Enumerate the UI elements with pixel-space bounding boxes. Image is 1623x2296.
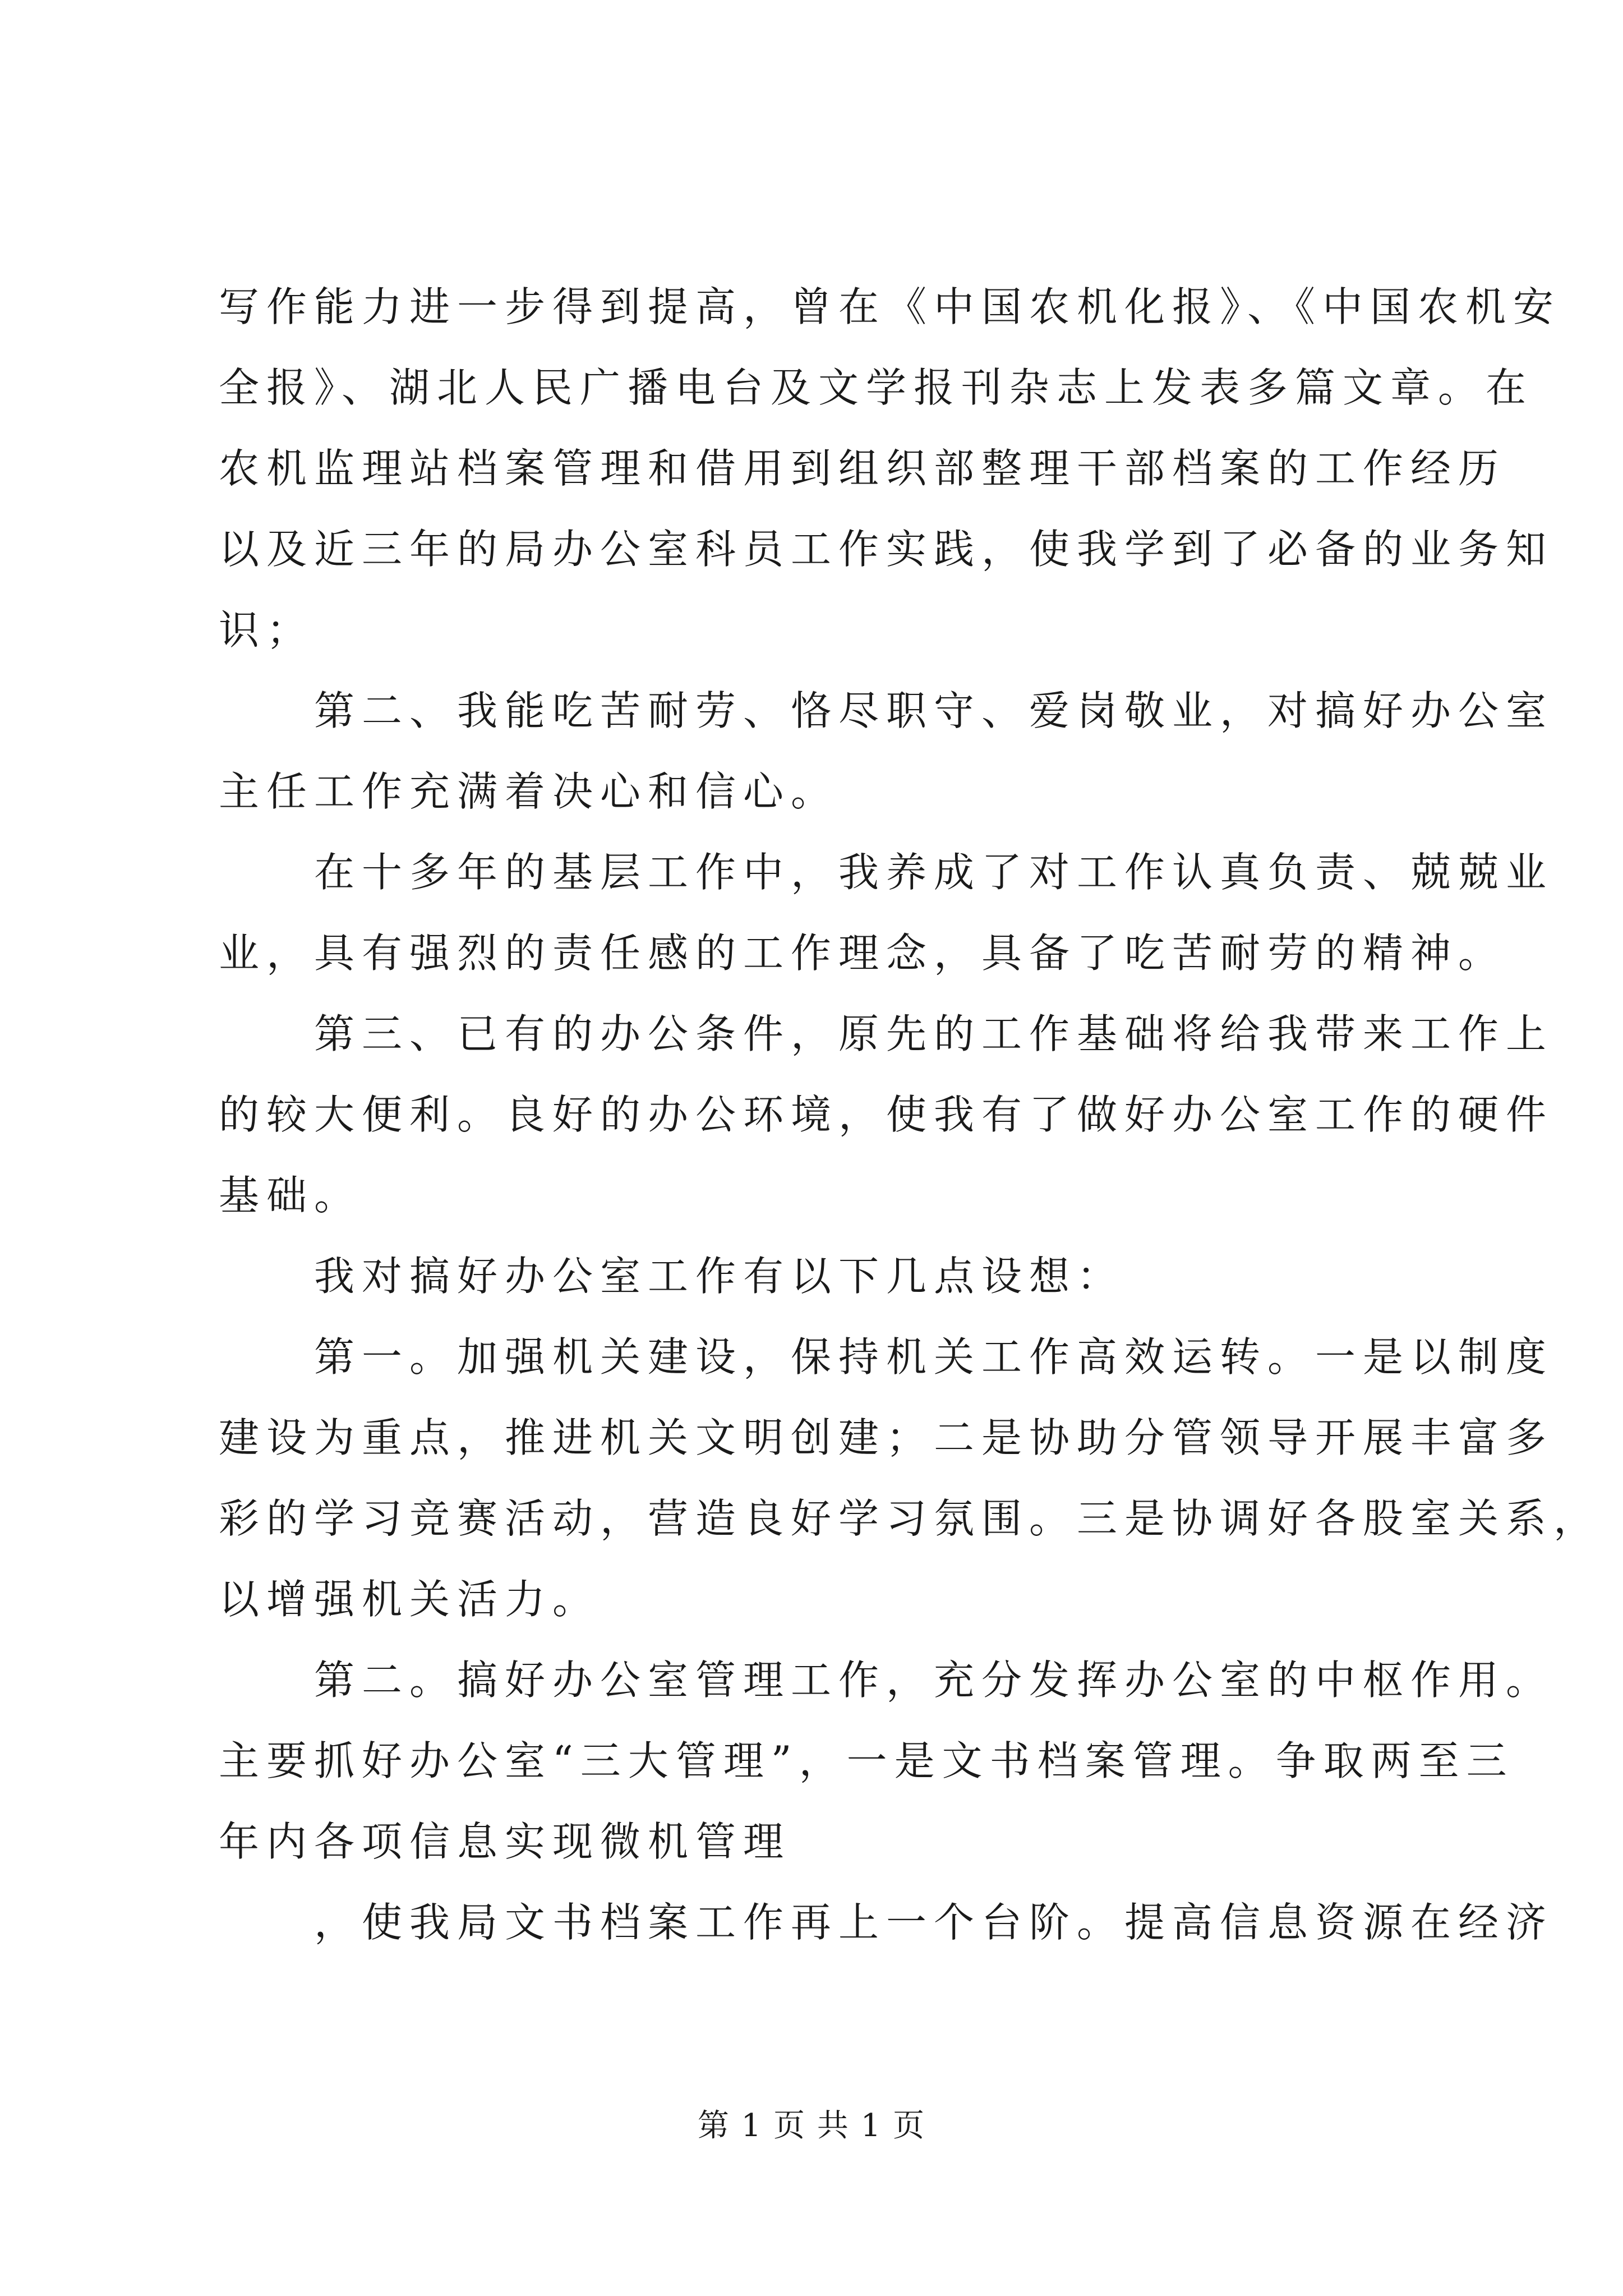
text-line: 全报》、湖北人民广播电台及文学报刊杂志上发表多篇文章。在	[219, 364, 1534, 411]
text-line: 基础。	[219, 1172, 362, 1219]
paragraph-start: 第一。加强机关建设，保持机关工作高效运转。一是以制度	[314, 1333, 1554, 1381]
text-line: 的较大便利。良好的办公环境，使我有了做好办公室工作的硬件	[219, 1091, 1554, 1138]
paragraph-start: ，使我局文书档案工作再上一个台阶。提高信息资源在经济	[314, 1899, 1554, 1946]
text-line: 年内各项信息实现微机管理	[219, 1818, 791, 1865]
text-line: 以及近三年的局办公室科员工作实践，使我学到了必备的业务知	[219, 526, 1554, 573]
text-line: 农机监理站档案管理和借用到组织部整理干部档案的工作经历	[219, 445, 1506, 492]
paragraph-start: 在十多年的基层工作中，我养成了对工作认真负责、兢兢业	[314, 849, 1554, 896]
text-line: 写作能力进一步得到提高，曾在《中国农机化报》、《中国农机安	[219, 283, 1561, 330]
paragraph-start: 第二、我能吃苦耐劳、恪尽职守、爱岗敬业，对搞好办公室	[314, 687, 1554, 734]
text-line: 主任工作充满着决心和信心。	[219, 768, 839, 815]
text-line: 识；	[219, 606, 315, 654]
paragraph-start: 第三、已有的办公条件，原先的工作基础将给我带来工作上	[314, 1010, 1554, 1057]
page-number-label: 第 1 页 共 1 页	[697, 2108, 926, 2144]
text-line: 彩的学习竞赛活动，营造良好学习氛围。三是协调好各股室关系，	[219, 1495, 1602, 1542]
paragraph-start: 第二。搞好办公室管理工作，充分发挥办公室的中枢作用。	[314, 1657, 1554, 1704]
text-line: 以增强机关活力。	[219, 1576, 601, 1623]
text-line: 业，具有强烈的责任感的工作理念，具备了吃苦耐劳的精神。	[219, 930, 1506, 977]
page-footer	[0, 2106, 1623, 2146]
text-line: 建设为重点，推进机关文明创建；二是协助分管领导开展丰富多	[219, 1414, 1554, 1461]
paragraph-start: 我对搞好办公室工作有以下几点设想：	[314, 1253, 1125, 1300]
text-line: 主要抓好办公室“三大管理”，一是文书档案管理。争取两至三	[219, 1737, 1514, 1784]
document-body	[219, 266, 1602, 1963]
